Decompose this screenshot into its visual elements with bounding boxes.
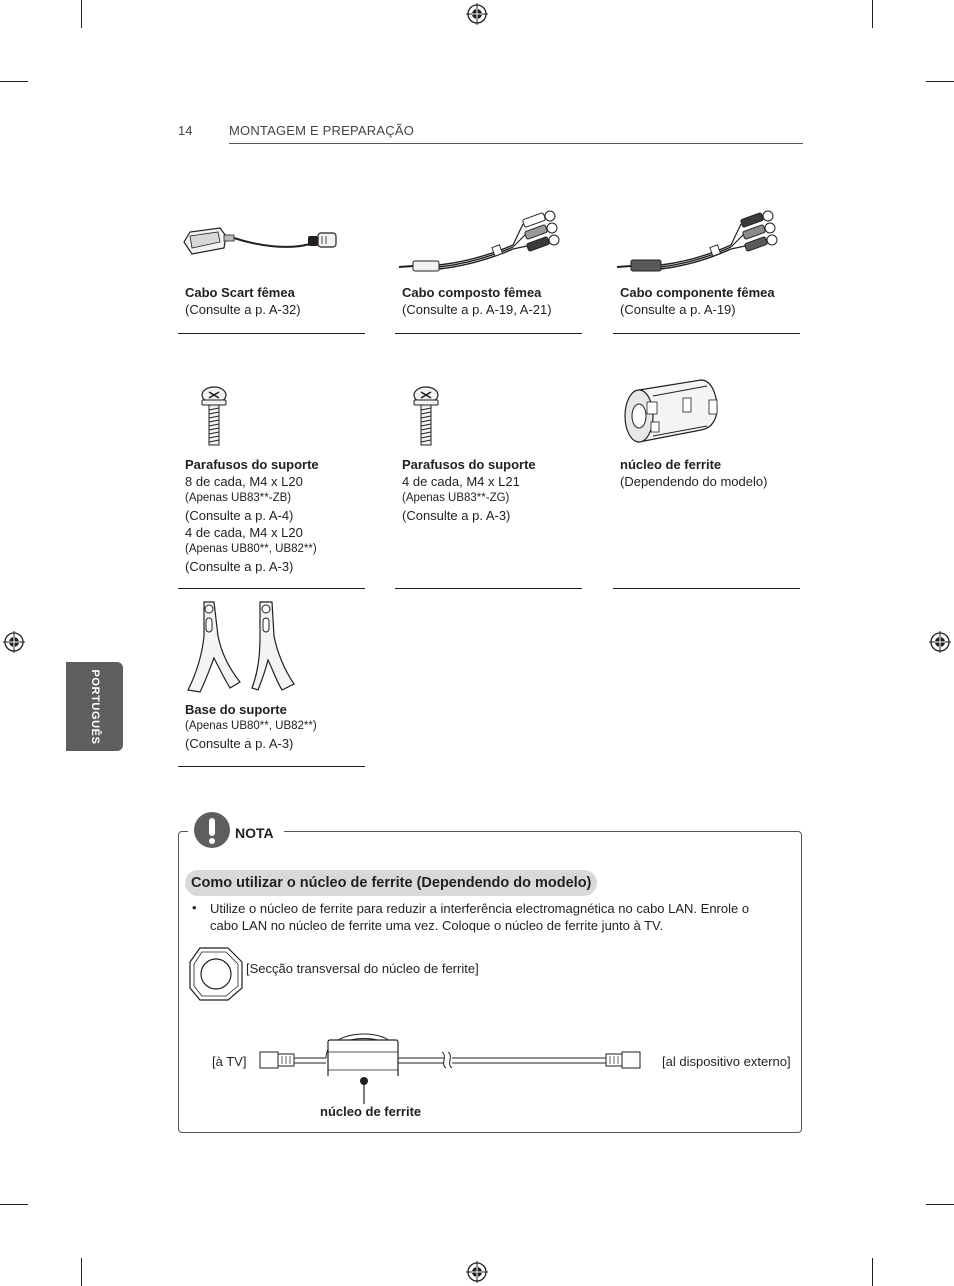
item-ferrite-core	[613, 372, 800, 590]
to-device-label: [al dispositivo externo]	[662, 1054, 791, 1069]
item-detail: (Consulte a p. A-3)	[402, 508, 511, 523]
item-detail: (Consulte a p. A-32)	[185, 302, 301, 317]
core-label: núcleo de ferrite	[320, 1104, 422, 1119]
crop-mark	[0, 1204, 28, 1205]
item-title: Base do suporte	[185, 702, 287, 717]
item-detail: (Consulte a p. A-4)	[185, 508, 294, 523]
item-divider	[178, 766, 365, 767]
registration-mark-icon	[3, 631, 25, 653]
language-tab-label: PORTUGUÊS	[88, 668, 101, 745]
stand-base-icon	[178, 596, 365, 696]
crop-mark	[872, 1258, 873, 1286]
item-component-cable	[613, 200, 800, 335]
bullet-marker: •	[192, 900, 197, 915]
crop-mark	[872, 0, 873, 28]
item-divider	[395, 588, 582, 589]
section-title: MONTAGEM E PREPARAÇÃO	[229, 123, 415, 138]
item-detail: 4 de cada, M4 x L21	[402, 474, 520, 489]
language-tab	[66, 662, 123, 751]
item-scart-cable	[178, 210, 365, 335]
registration-mark-icon	[466, 1261, 488, 1283]
crop-mark	[81, 1258, 82, 1286]
item-divider	[178, 333, 365, 334]
pointer-line	[358, 1076, 372, 1106]
item-detail: (Apenas UB80**, UB82**)	[185, 720, 317, 732]
item-stand-screws-b	[395, 380, 582, 590]
item-title: Parafusos do suporte	[402, 457, 536, 472]
item-title: núcleo de ferrite	[620, 457, 722, 472]
cross-section-label: [Secção transversal do núcleo de ferrite]	[246, 961, 479, 976]
item-stand-base	[178, 596, 365, 768]
crop-mark	[81, 0, 82, 28]
registration-mark-icon	[466, 3, 488, 25]
item-divider	[178, 588, 365, 589]
page-number: 14	[178, 123, 193, 138]
item-detail: (Consulte a p. A-19, A-21)	[402, 302, 552, 317]
item-detail: (Consulte a p. A-3)	[185, 736, 294, 751]
crop-mark	[926, 81, 954, 82]
item-title: Parafusos do suporte	[185, 457, 319, 472]
item-composite-cable	[395, 200, 582, 335]
item-divider	[395, 333, 582, 334]
to-tv-label: [à TV]	[212, 1054, 247, 1069]
screw-icon	[395, 380, 582, 450]
note-heading: Como utilizar o núcleo de ferrite (Dependendo do modelo)	[185, 870, 597, 896]
header-rule	[229, 143, 803, 144]
registration-mark-icon	[929, 631, 951, 653]
component-cable-icon	[613, 200, 800, 280]
crop-mark	[0, 81, 28, 82]
item-title: Cabo Scart fêmea	[185, 285, 295, 300]
item-stand-screws-a	[178, 380, 365, 590]
item-detail: (Dependendo do modelo)	[620, 474, 768, 489]
ferrite-core-icon	[613, 372, 800, 452]
exclamation-icon	[193, 811, 231, 849]
item-title: Cabo componente fêmea	[620, 285, 775, 300]
item-detail: 4 de cada, M4 x L20	[185, 525, 303, 540]
item-detail: 8 de cada, M4 x L20	[185, 474, 303, 489]
item-title: Cabo composto fêmea	[402, 285, 542, 300]
crop-mark	[926, 1204, 954, 1205]
item-detail: (Apenas UB80**, UB82**)	[185, 543, 317, 555]
item-detail: (Consulte a p. A-19)	[620, 302, 736, 317]
item-divider	[613, 588, 800, 589]
item-detail: (Apenas UB83**-ZG)	[402, 492, 510, 504]
note-bullet-text: Utilize o núcleo de ferrite para reduzir a interferência electromagnética no cabo LAN. Enrole o cabo LAN no núcleo de ferrite uma vez. Coloque o núcleo de ferrite junto à TV.	[210, 901, 750, 933]
item-detail: (Consulte a p. A-3)	[185, 559, 294, 574]
scart-cable-icon	[178, 210, 365, 280]
item-divider	[613, 333, 800, 334]
note-label: NOTA	[235, 825, 274, 841]
composite-cable-icon	[395, 200, 582, 280]
item-detail: (Apenas UB83**-ZB)	[185, 492, 292, 504]
screw-icon	[178, 380, 365, 450]
